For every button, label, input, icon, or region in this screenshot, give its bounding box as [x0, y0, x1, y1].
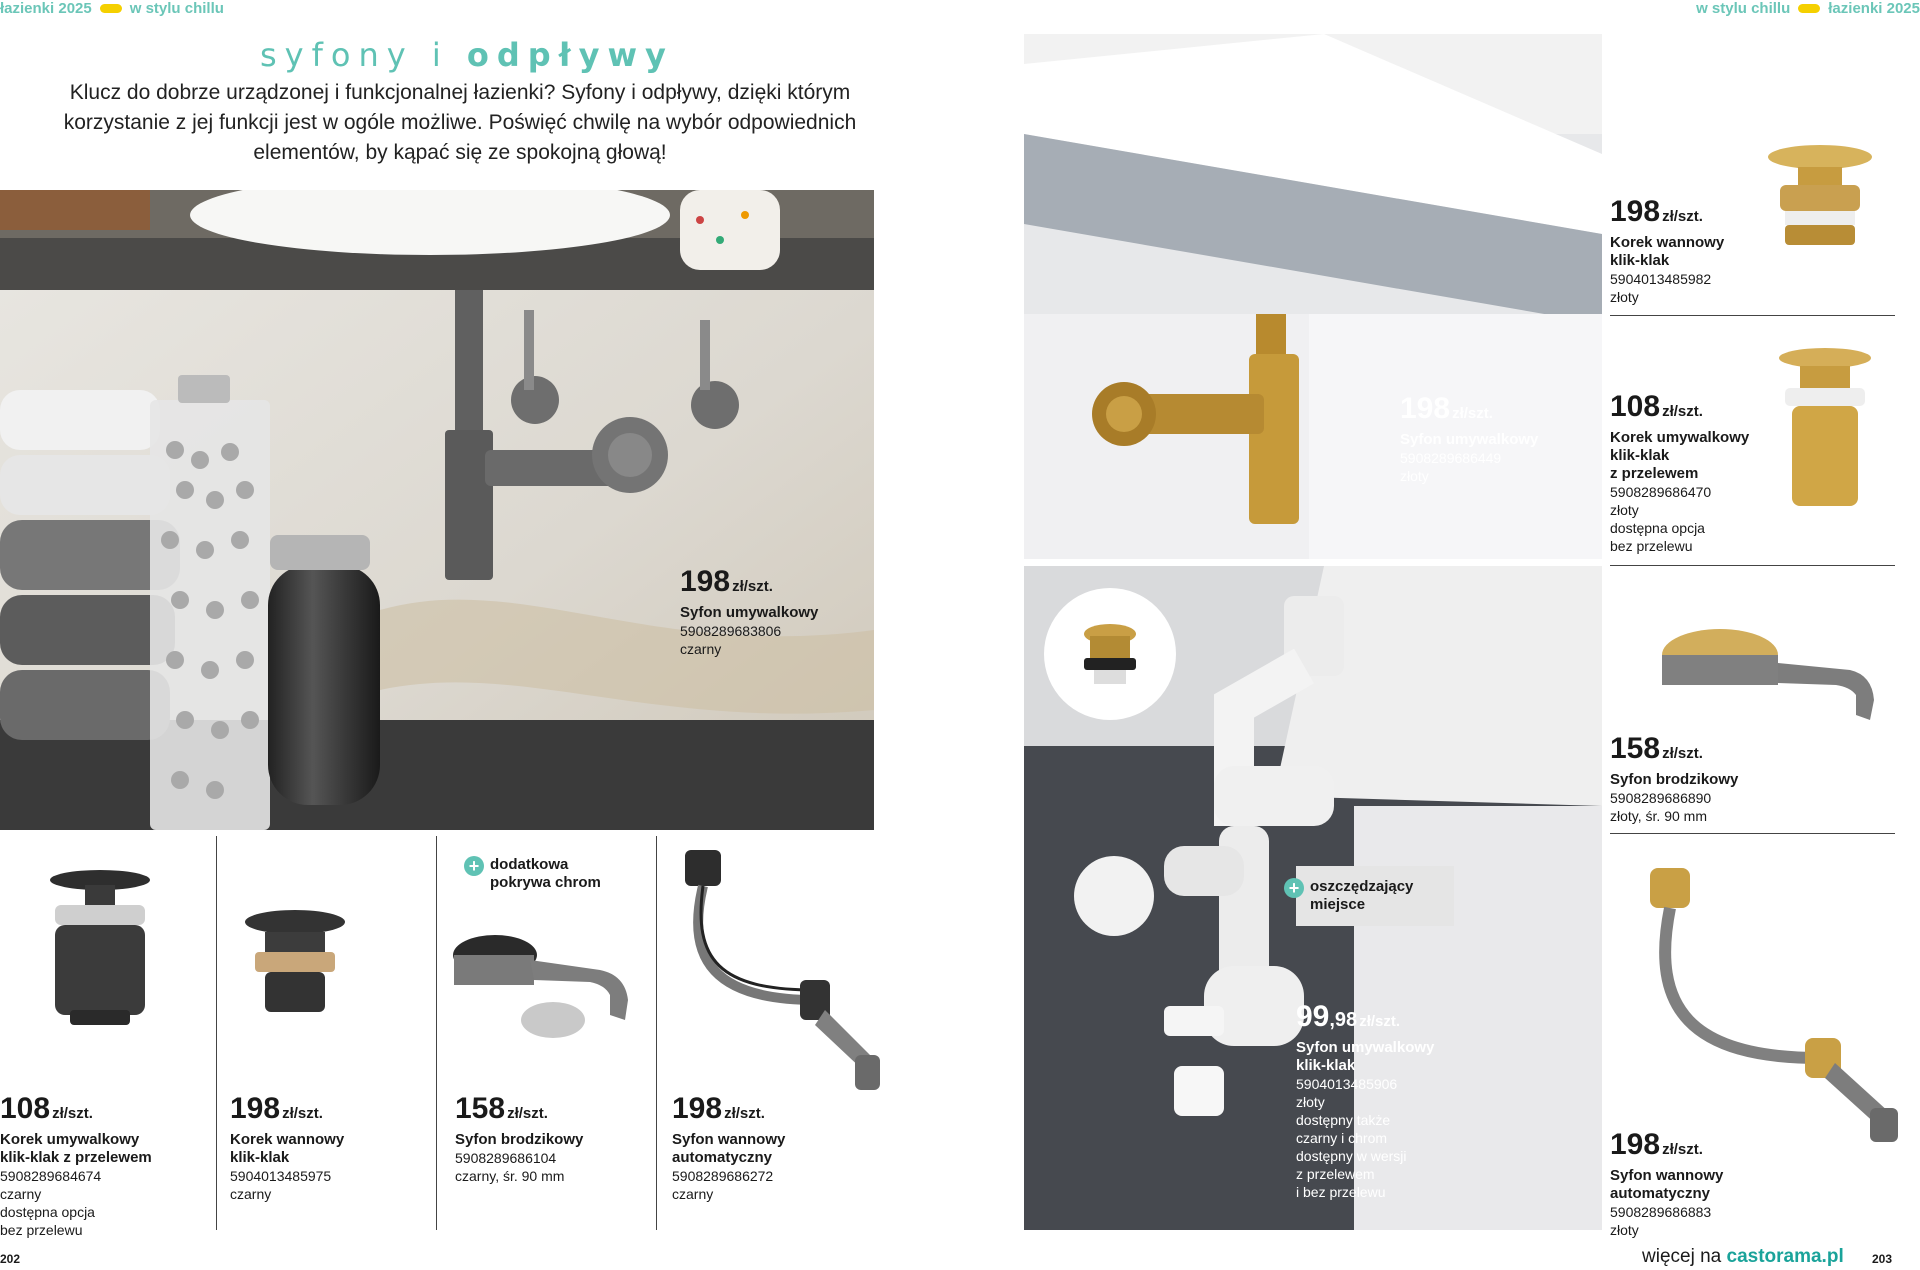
divider [216, 836, 217, 1230]
product-siphon-gold [1400, 392, 1538, 485]
header-right-catalog: łazienki 2025 [1828, 0, 1920, 17]
product-image-bath-siphon-auto-gold [1620, 858, 1920, 1148]
product-name: Korek umywalkowy klik-klak z przelewem [0, 1131, 152, 1166]
product-code: 5904013485982 [1610, 271, 1712, 287]
bathroom-photo-black-siphon [0, 190, 874, 830]
product-name: Syfon umywalkowy [680, 604, 819, 621]
badge-text: oszczędzający miejsce [1310, 878, 1414, 913]
price: 108 [0, 1092, 51, 1125]
section-title-light: syfony i [260, 36, 449, 74]
footer-link[interactable] [1642, 1246, 1844, 1268]
page-number-right: 203 [1872, 1252, 1893, 1266]
header-left-catalog: łazienki 2025 [0, 0, 92, 17]
product-name: Korek wannowy klik-klak [230, 1131, 345, 1166]
header-pill-icon [1798, 4, 1820, 13]
product-shower-siphon-black [455, 1092, 583, 1185]
price-int: 99 [1296, 1000, 1330, 1033]
intro-text: Klucz do dobrze urządzonej i funkcjonalnej łazienki? Syfony i odpływy, dzięki którym korzystanie z jej funkcji jest w ogóle możliwe. Poświęć chwilę na wybór odpowiednich elementów, by kąpać się ze spokojną głową! [63, 81, 857, 164]
header-right [1696, 0, 1920, 17]
divider [1610, 833, 1895, 834]
product-bath-plug-black [230, 1092, 344, 1203]
price: 198 [1400, 392, 1451, 425]
price-unit: zł/szt. [52, 1105, 93, 1122]
footer-brand-link[interactable]: castorama.pl [1726, 1246, 1844, 1267]
price-unit: zł/szt. [1662, 403, 1703, 420]
badge-space-saving [1288, 866, 1454, 926]
product-note: czarny dostępna opcja bez przelewu [0, 1186, 95, 1238]
product-name: Syfon wannowy automatyczny [672, 1131, 786, 1166]
product-note: złoty dostępna opcja bez przelewu [1610, 502, 1705, 554]
product-image-bath-siphon-auto-black [675, 840, 905, 1100]
product-name: Syfon umywalkowy [1400, 431, 1539, 448]
plus-icon: + [464, 856, 484, 876]
product-code: 5908289686890 [1610, 790, 1712, 806]
price-unit: zł/szt. [1662, 208, 1703, 225]
product-bath-plug-gold [1610, 195, 1724, 306]
product-code: 5908289684674 [0, 1168, 102, 1184]
main-photo-left [0, 190, 874, 830]
product-image-basin-plug-gold [1770, 348, 1880, 518]
price-unit: zł/szt. [1662, 1141, 1703, 1158]
price-unit: zł/szt. [1452, 405, 1493, 422]
price-unit: zł/szt. [1359, 1013, 1401, 1030]
price-unit: zł/szt. [1662, 745, 1703, 762]
product-note: złoty [1400, 468, 1429, 484]
product-code: 5908289683806 [680, 623, 782, 639]
product-bath-siphon-auto-black [672, 1092, 785, 1203]
divider [436, 836, 437, 1230]
product-note: czarny [680, 641, 722, 657]
divider [1610, 315, 1895, 316]
price: 108 [1610, 390, 1661, 423]
page-number-left: 202 [0, 1252, 21, 1266]
product-image-basin-plug-black [40, 870, 160, 1030]
product-siphon-black-main [680, 565, 818, 658]
price-unit: zł/szt. [732, 578, 773, 595]
product-name: Syfon wannowy automatyczny [1610, 1167, 1724, 1202]
header-pill-icon [100, 4, 122, 13]
price: 198 [1610, 195, 1661, 228]
footer-text: więcej na [1642, 1246, 1722, 1267]
price: 198 [680, 565, 731, 598]
product-code: 5904013485975 [230, 1168, 332, 1184]
product-name: Syfon brodzikowy [455, 1131, 584, 1148]
product-name: Syfon brodzikowy [1610, 771, 1739, 788]
header-right-theme: w stylu chillu [1696, 0, 1791, 17]
product-code: 5908289686470 [1610, 484, 1712, 500]
product-note: czarny, śr. 90 mm [455, 1168, 565, 1184]
plus-icon: + [1284, 878, 1304, 898]
section-title-bold: odpływy [466, 36, 674, 74]
product-shower-siphon-gold [1610, 732, 1738, 825]
product-name: Korek umywalkowy klik-klak z przelewem [1610, 429, 1750, 482]
price-unit: zł/szt. [507, 1105, 548, 1122]
product-basin-plug-gold [1610, 390, 1749, 555]
price-unit: zł/szt. [724, 1105, 765, 1122]
badge-extra-cover [464, 856, 601, 892]
price: 198 [672, 1092, 723, 1125]
header-left-theme: w stylu chillu [129, 0, 224, 17]
price: 198 [230, 1092, 281, 1125]
product-image-bath-plug-black [230, 910, 360, 1020]
product-note: czarny [230, 1186, 272, 1202]
divider [1610, 565, 1895, 566]
price: 198 [1610, 1128, 1661, 1161]
product-code: 5908289686883 [1610, 1204, 1712, 1220]
product-basin-plug-black [0, 1092, 152, 1239]
price-unit: zł/szt. [282, 1105, 323, 1122]
price: 158 [455, 1092, 506, 1125]
section-title [260, 36, 674, 74]
product-note: złoty dostępny także czarny i chrom dostępny w wersji z przelewem i bez przelewu [1296, 1094, 1407, 1200]
product-code: 5908289686272 [672, 1168, 774, 1184]
product-image-shower-siphon-gold [1660, 615, 1890, 735]
product-name: Syfon umywalkowy klik-klak [1296, 1039, 1435, 1074]
price-dec: ,98 [1329, 1009, 1358, 1031]
product-note: złoty [1610, 289, 1639, 305]
product-image-bath-plug-gold [1760, 145, 1880, 255]
product-note: czarny [672, 1186, 714, 1202]
product-name: Korek wannowy klik-klak [1610, 234, 1725, 269]
product-image-shower-siphon-black [450, 920, 640, 1050]
badge-text: dodatkowa pokrywa chrom [490, 856, 601, 891]
product-note: złoty, śr. 90 mm [1610, 808, 1707, 824]
product-siphon-clickclack-gold [1296, 1000, 1434, 1201]
product-code: 5908289686104 [455, 1150, 557, 1166]
product-code: 5904013485906 [1296, 1076, 1398, 1092]
divider [656, 836, 657, 1230]
product-note: złoty [1610, 1222, 1639, 1238]
price: 158 [1610, 732, 1661, 765]
header-left [0, 0, 224, 17]
product-bath-siphon-auto-gold [1610, 1128, 1723, 1239]
product-code: 5908289686449 [1400, 450, 1502, 466]
